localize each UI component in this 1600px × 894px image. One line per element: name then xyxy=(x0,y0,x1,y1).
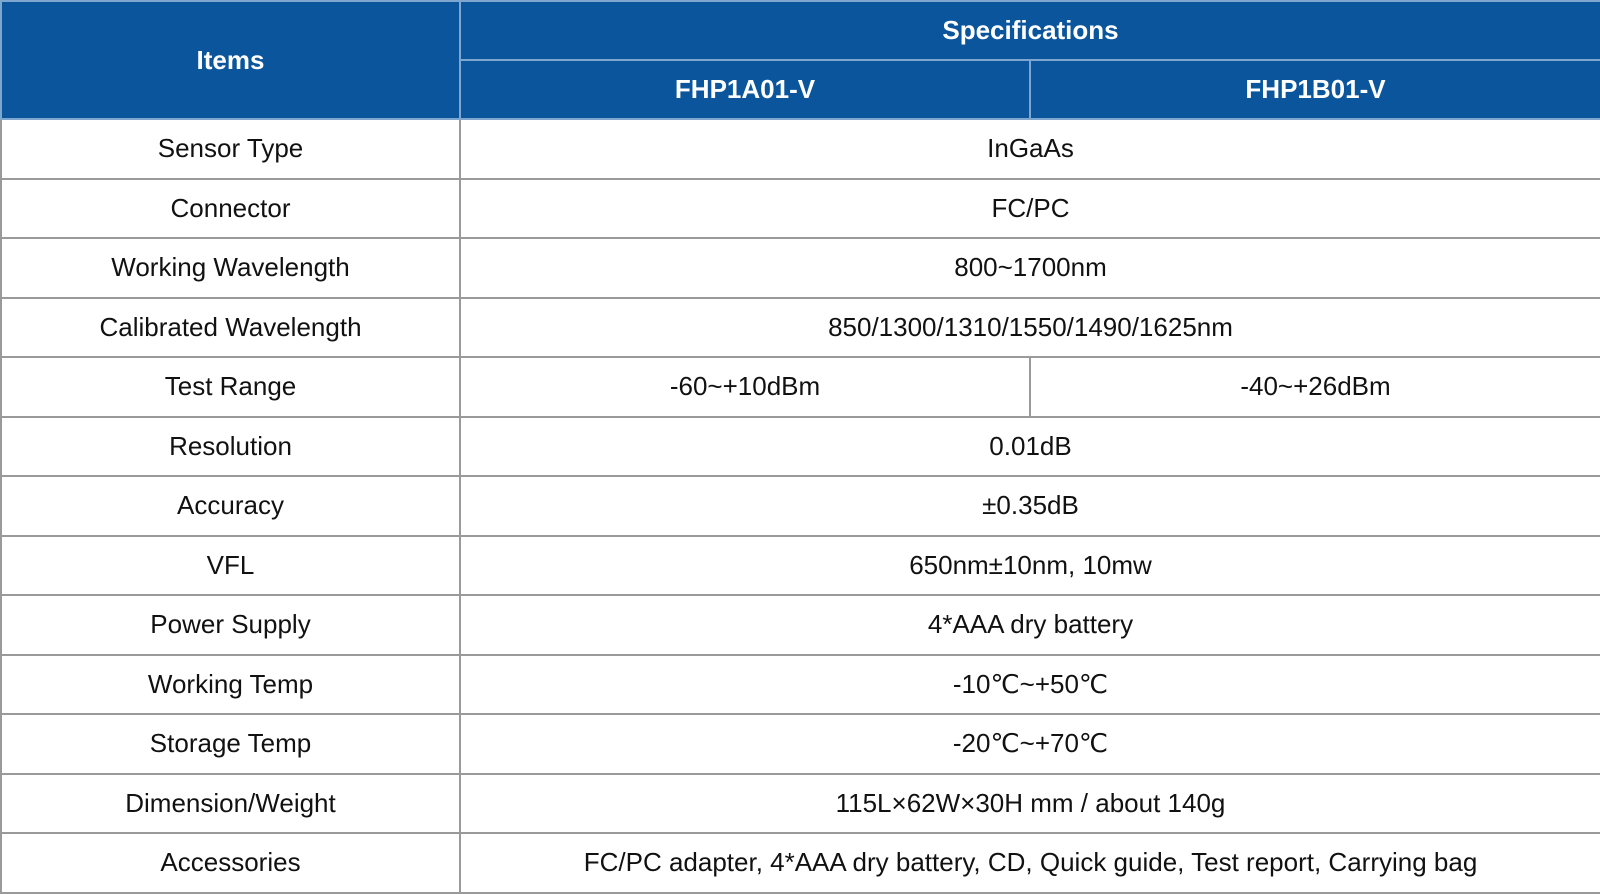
specifications-header: Specifications xyxy=(460,1,1600,60)
row-label: Test Range xyxy=(1,357,460,417)
row-value: 0.01dB xyxy=(460,417,1600,477)
row-label: Storage Temp xyxy=(1,714,460,774)
row-label: VFL xyxy=(1,536,460,596)
row-label: Accuracy xyxy=(1,476,460,536)
row-value-model-a: -60~+10dBm xyxy=(460,357,1030,417)
table-row xyxy=(1,238,1600,298)
row-value-model-b: -40~+26dBm xyxy=(1030,357,1600,417)
row-label: Power Supply xyxy=(1,595,460,655)
table-row xyxy=(1,833,1600,893)
row-label: Accessories xyxy=(1,833,460,893)
row-label: Connector xyxy=(1,179,460,239)
row-value: 4*AAA dry battery xyxy=(460,595,1600,655)
row-label: Resolution xyxy=(1,417,460,477)
table-row xyxy=(1,536,1600,596)
row-value: -10℃~+50℃ xyxy=(460,655,1600,715)
row-label: Working Wavelength xyxy=(1,238,460,298)
row-value: FC/PC adapter, 4*AAA dry battery, CD, Quick guide, Test report, Carrying bag xyxy=(460,833,1600,893)
table-row xyxy=(1,179,1600,239)
table-row xyxy=(1,417,1600,477)
row-value: -20℃~+70℃ xyxy=(460,714,1600,774)
row-value: 800~1700nm xyxy=(460,238,1600,298)
table-row xyxy=(1,774,1600,834)
model-a-header: FHP1A01-V xyxy=(460,60,1030,119)
model-b-header: FHP1B01-V xyxy=(1030,60,1600,119)
row-value: 650nm±10nm, 10mw xyxy=(460,536,1600,596)
row-label: Sensor Type xyxy=(1,119,460,179)
row-value: FC/PC xyxy=(460,179,1600,239)
table-header-row xyxy=(1,1,1600,60)
table-row xyxy=(1,476,1600,536)
row-label: Working Temp xyxy=(1,655,460,715)
row-label: Calibrated Wavelength xyxy=(1,298,460,358)
table-row xyxy=(1,595,1600,655)
row-value: InGaAs xyxy=(460,119,1600,179)
table-row xyxy=(1,655,1600,715)
table-row xyxy=(1,119,1600,179)
table-row xyxy=(1,714,1600,774)
row-value: ±0.35dB xyxy=(460,476,1600,536)
row-value: 850/1300/1310/1550/1490/1625nm xyxy=(460,298,1600,358)
table-row xyxy=(1,357,1600,417)
table-row xyxy=(1,298,1600,358)
items-header: Items xyxy=(1,1,460,119)
row-value: 115L×62W×30H mm / about 140g xyxy=(460,774,1600,834)
row-label: Dimension/Weight xyxy=(1,774,460,834)
